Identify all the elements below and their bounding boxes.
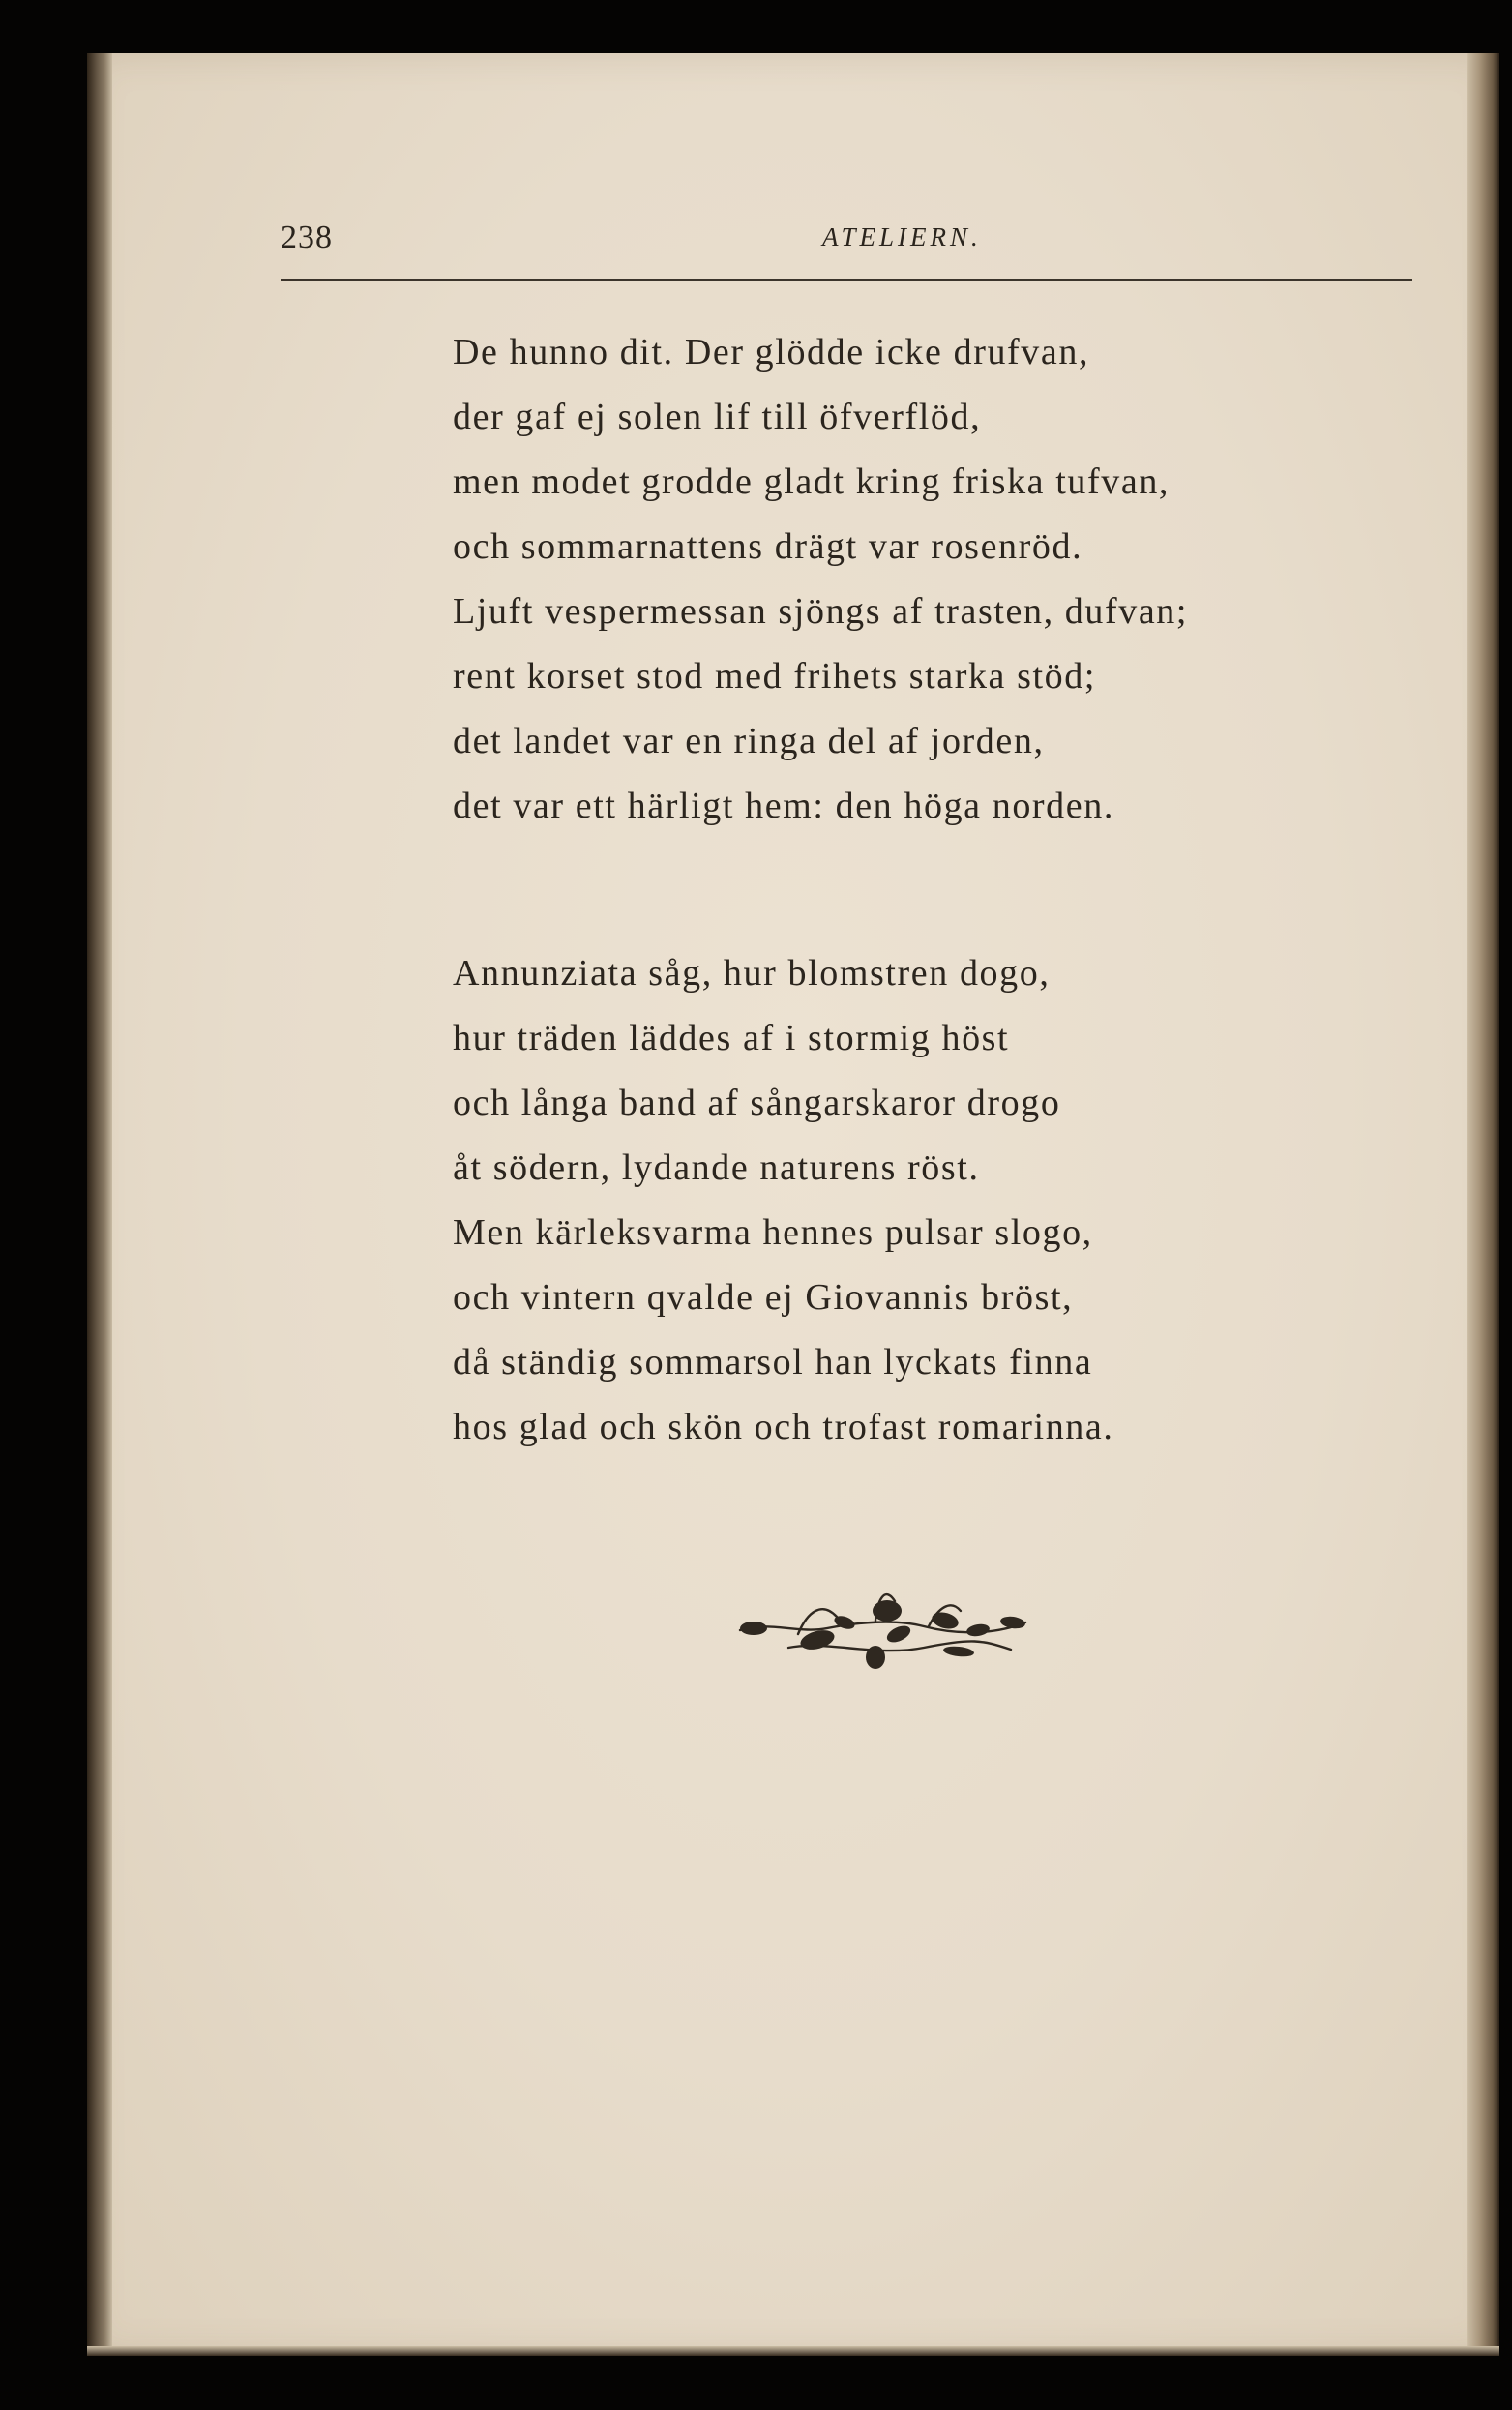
book-spine-shadow [87, 53, 112, 2356]
header-rule [281, 279, 1412, 281]
verse-line: Annunziata såg, hur blomstren dogo, [453, 953, 1051, 994]
verse-line: då ständig sommarsol han lyckats finna [453, 1342, 1093, 1383]
running-head: ATELIERN. [822, 223, 982, 252]
verse-line: Men kärleksvarma hennes pulsar slogo, [453, 1212, 1093, 1253]
verse-line: det var ett härligt hem: den höga norden. [453, 786, 1114, 826]
verse-line: Ljuft vespermessan sjöngs af trasten, dufvan; [453, 591, 1189, 632]
page-number: 238 [281, 220, 333, 255]
verse-line: åt södern, lydande naturens röst. [453, 1147, 980, 1188]
verse-line: der gaf ej solen lif till öfverflöd, [453, 397, 982, 437]
stanza-2 [453, 948, 1113, 1467]
stanza-1 [453, 327, 1188, 846]
verse-line: det landet var en ringa del af jorden, [453, 721, 1045, 761]
verse-line: De hunno dit. Der glödde icke drufvan, [453, 332, 1090, 372]
verse-line: hur träden läddes af i stormig höst [453, 1018, 1010, 1058]
floral-vignette-icon [730, 1572, 1040, 1679]
verse-line: och vintern qvalde ej Giovannis bröst, [453, 1277, 1074, 1318]
verse-line: hos glad och skön och trofast romarinna. [453, 1407, 1114, 1447]
verse-line: och långa band af sångarskaror drogo [453, 1083, 1061, 1123]
verse-line: rent korset stod med frihets starka stöd; [453, 656, 1097, 697]
page-bottom-edge [87, 2346, 1499, 2356]
verse-line: men modet grodde gladt kring friska tufvan, [453, 461, 1171, 502]
page-header [281, 172, 1412, 281]
page-edge-shadow [1467, 53, 1499, 2356]
verse-line: och sommarnattens drägt var rosenröd. [453, 526, 1083, 567]
